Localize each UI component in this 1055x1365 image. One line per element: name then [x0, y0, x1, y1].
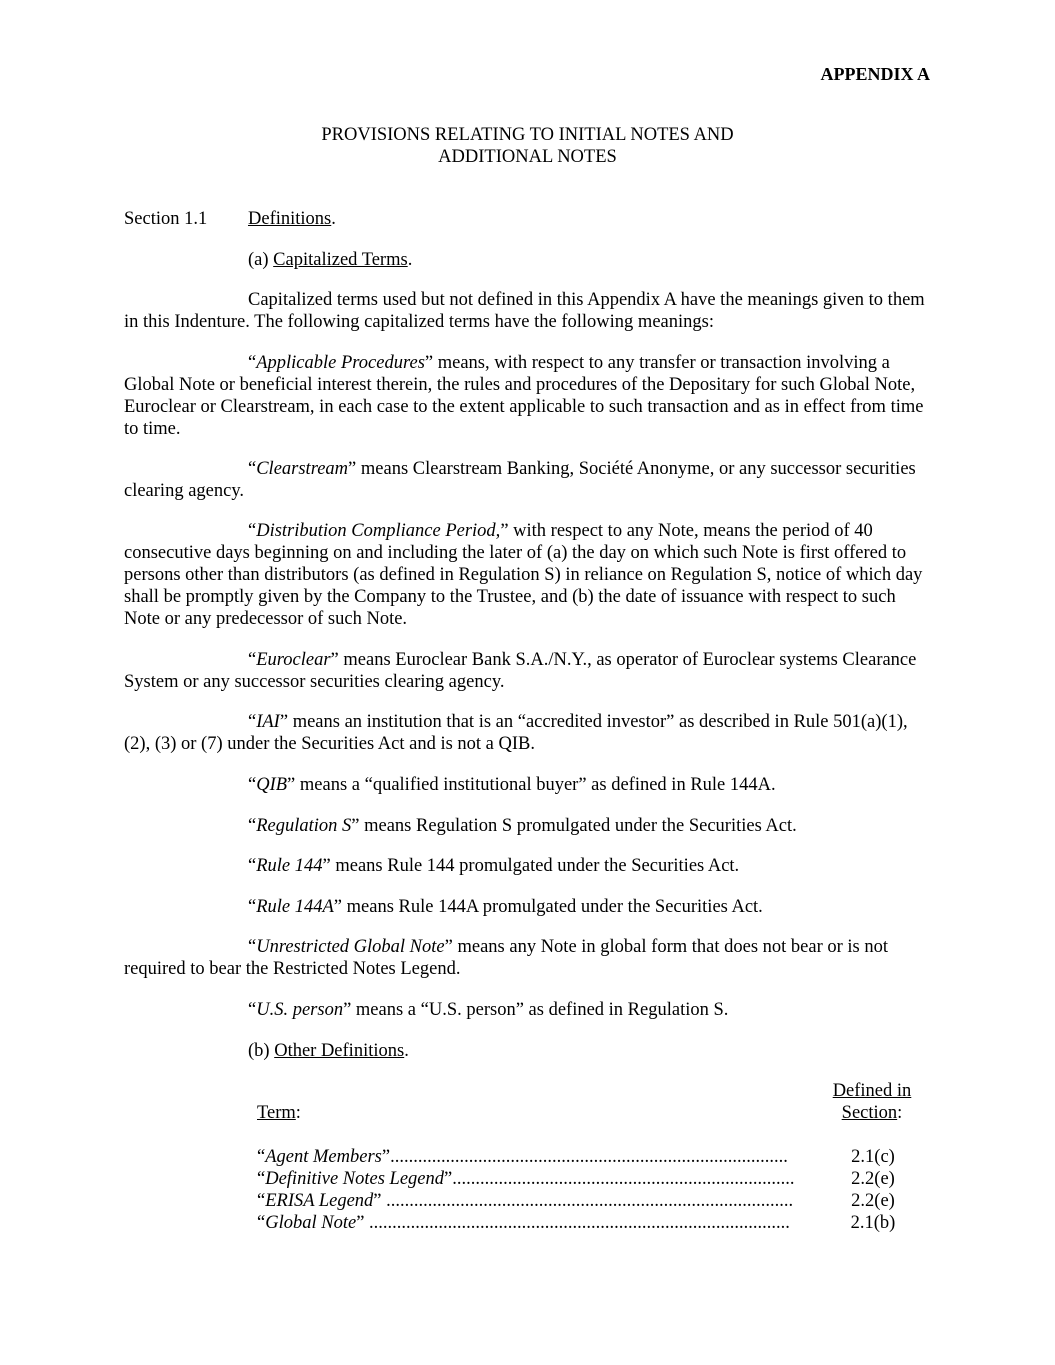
defined-term: Rule 144A [256, 897, 334, 917]
defined-term: IAI [256, 712, 280, 732]
table-term: Global Note [265, 1213, 357, 1233]
subsection-a-heading [248, 249, 412, 271]
defined-term: QIB [256, 775, 288, 795]
definition-paragraph: “Applicable Procedures” means, with respect to any transfer or transaction involving a Global Note or beneficial interest therein, the rules and procedures of the Depositary for such Global Note, Euroclear or Clearstream, in each case to the extent applicable to such transaction and as in effect from time to time. [124, 353, 924, 439]
defined-term: Clearstream [256, 459, 349, 479]
subsection-a-prefix: (a) [248, 250, 274, 270]
title-line-1: PROVISIONS RELATING TO INITIAL NOTES AND [321, 125, 734, 145]
definition-paragraph: “Distribution Compliance Period,” with respect to any Note, means the period of 40 consecutive days beginning on and including the later of (a) the day on which such Note is first offered to persons other than distributors (as defined in Regulation S) in reliance on Regulation S, notice of which day shall be promptly given by the Company to the Trustee, and (b) the date of issuance with respect to such Note or any predecessor of such Note. [124, 521, 923, 629]
subsection-b-suffix: . [404, 1041, 409, 1061]
table-row: “Global Note” ........................................................................................... 2.1(b) [257, 1212, 917, 1234]
table-section-ref: 2.1(c) [851, 1147, 895, 1167]
table-row: “Definitive Notes Legend”.......................................................................... 2.2(e) [257, 1168, 917, 1190]
table-section-ref: 2.2(e) [851, 1191, 895, 1211]
defined-term: Applicable Procedures [256, 353, 425, 373]
subsection-b-prefix: (b) [248, 1041, 275, 1061]
table-header-section: Defined in Section: [832, 1081, 912, 1123]
defined-term: Euroclear [256, 650, 331, 670]
defined-term: Rule 144 [256, 856, 323, 876]
definition-paragraph: “IAI” means an institution that is an “accredited investor” as described in Rule 501(a)(1), (2), (3) or (7) under the Securities Act and is not a QIB. [124, 712, 908, 754]
document-title [0, 124, 1055, 168]
defined-term: Regulation S [256, 816, 352, 836]
appendix-label: APPENDIX A [820, 64, 930, 84]
section-number: Section 1.1 [124, 209, 208, 229]
intro-paragraph: Capitalized terms used but not defined in this Appendix A have the meanings given to them in this Indenture. The following capitalized terms have the following meanings: [124, 290, 925, 332]
section-title: Definitions [248, 209, 332, 229]
defined-term: Unrestricted Global Note [256, 937, 445, 957]
table-term: Definitive Notes Legend [265, 1169, 445, 1189]
definition-paragraph: “Rule 144” means Rule 144 promulgated under the Securities Act. [248, 856, 740, 876]
table-row: “ERISA Legend” ........................................................................................ 2.2(e) [257, 1190, 917, 1212]
definition-paragraph: “Rule 144A” means Rule 144A promulgated under the Securities Act. [248, 897, 763, 917]
definition-paragraph: “Clearstream” means Clearstream Banking, Société Anonyme, or any successor securities clearing agency. [124, 459, 916, 501]
definition-paragraph: “Euroclear” means Euroclear Bank S.A./N.Y., as operator of Euroclear systems Clearance System or any successor securities clearing agency. [124, 650, 917, 692]
title-line-2: ADDITIONAL NOTES [438, 147, 617, 167]
table-section-ref: 2.1(b) [850, 1213, 896, 1233]
table-header-term: Term: [257, 1103, 301, 1123]
subsection-b-heading [248, 1040, 409, 1062]
subsection-a-title: Capitalized Terms [273, 250, 408, 270]
section-title-suffix: . [331, 209, 336, 229]
subsection-a-suffix: . [407, 250, 413, 270]
definition-paragraph: “Unrestricted Global Note” means any Note in global form that does not bear or is not required to bear the Restricted Notes Legend. [124, 937, 889, 979]
table-section-ref: 2.2(e) [851, 1169, 895, 1189]
table-row: “Agent Members”...................................................................................... 2.1(c) [257, 1146, 917, 1168]
definition-paragraph: “U.S. person” means a “U.S. person” as defined in Regulation S. [248, 1000, 729, 1020]
section-heading [124, 208, 336, 230]
subsection-b-title: Other Definitions [274, 1041, 405, 1061]
table-term: Agent Members [265, 1147, 382, 1167]
definition-paragraph: “QIB” means a “qualified institutional buyer” as defined in Rule 144A. [248, 775, 776, 795]
defined-term: U.S. person [256, 1000, 344, 1020]
table-term: ERISA Legend [265, 1191, 374, 1211]
definition-paragraph: “Regulation S” means Regulation S promulgated under the Securities Act. [248, 816, 797, 836]
defined-term: Distribution Compliance Period, [256, 521, 501, 541]
